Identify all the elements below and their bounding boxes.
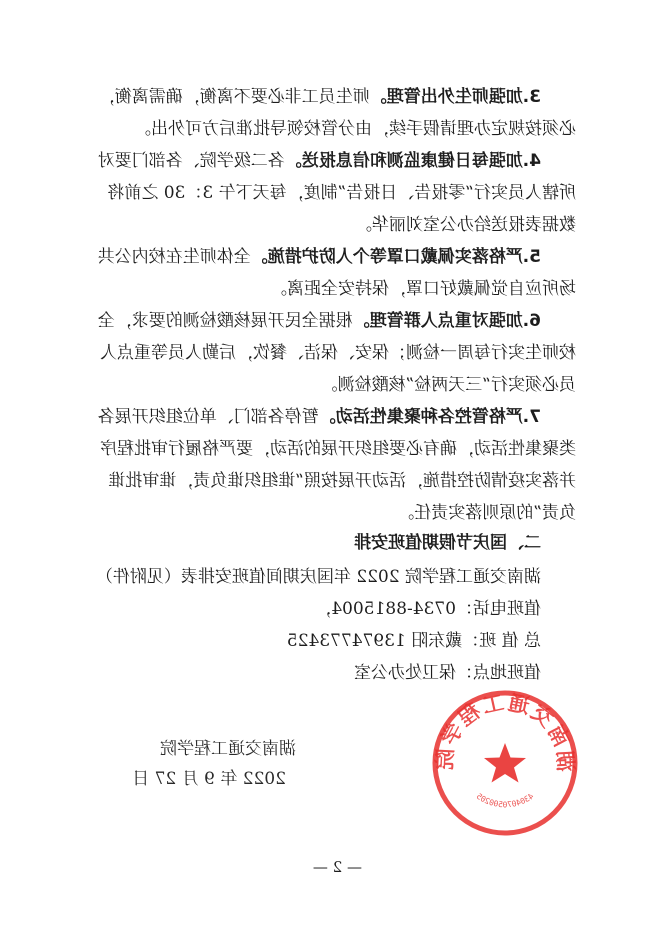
- signature-date: 2022 年 9 月 27 日: [132, 769, 286, 789]
- duty-location: 值班地点：保卫处办公室: [354, 663, 541, 683]
- p6-line-3: 员必须实行“三天两检”核酸检测。: [320, 375, 576, 395]
- p7-line-1: [98, 406, 541, 428]
- duty-phone: 值班电话：0734-8815004，: [314, 599, 541, 619]
- p5-line-1: [98, 246, 541, 268]
- p5-text-1: 全体师生在校内公共: [97, 247, 251, 267]
- p5-line-2: 场所应自觉佩戴好口罩，保持安全距离。: [270, 279, 576, 299]
- seal-arc-text: 湖南交通工程学院: [432, 690, 578, 773]
- official-seal-stamp: [430, 688, 580, 838]
- seal-star-icon: [484, 743, 526, 783]
- seal-number: 4304070500205: [474, 791, 536, 810]
- p4-title: 4.加强每日健康监测和信息报送。: [284, 151, 541, 171]
- p4-line-1: [98, 150, 541, 172]
- p6-text-1: 根据全民开展核酸检测的要求，全: [97, 311, 353, 331]
- p6-line-1: [98, 310, 541, 332]
- p4-line-3: 数据表报送给办公室刘丽华。: [355, 215, 576, 235]
- duty-chief: 总 值 班：戴东阳 13974773425: [286, 631, 541, 651]
- p3-text-1: 师生员工非必要不离衡，确需离衡，: [97, 87, 370, 107]
- p6-line-2: 校师生实行每周一检测；保安、保洁、餐饮，后勤人员等重点人: [100, 343, 576, 363]
- p3-line-2: 必须按规定办理请假手续，由分管校领导批准后方可外出。: [134, 119, 576, 139]
- p6-title: 6.加强对重点人群管理。: [352, 311, 541, 331]
- p7-line-2: 类聚集性活动，确有必要组织开展的活动，要严格履行审批程序: [100, 439, 576, 459]
- p5-title: 5.严格落实佩戴口罩等个人防护措施。: [250, 247, 541, 267]
- signature-org: 湖南交通工程学院: [160, 739, 296, 759]
- p3-line-1: [98, 86, 541, 108]
- section-2-heading: 二、国庆节假期值班安排: [354, 533, 541, 553]
- p7-line-3: 并落实疫情防控措施，活动开展按照“谁组织谁负责，谁审批谁: [108, 471, 576, 491]
- page-number: — 2 —: [312, 858, 362, 876]
- p7-line-4: 负责”的原则落实责任。: [397, 503, 576, 523]
- p7-title: 7.严格管控各种聚集性活动。: [318, 407, 541, 427]
- p4-line-2: 所辖人员实行“零报告、日报告”制度，每天下午 3：30 之前将: [107, 183, 576, 203]
- p7-text-1: 暂停各部门、单位组织开展各: [97, 407, 319, 427]
- schedule-note: 湖南交通工程学院 2022 年国庆期间值班安排表（见附件）: [95, 567, 541, 587]
- p3-title: 3.加强师生外出管理。: [369, 87, 541, 107]
- p4-text-1: 各二级学院、各部门要对: [97, 151, 285, 171]
